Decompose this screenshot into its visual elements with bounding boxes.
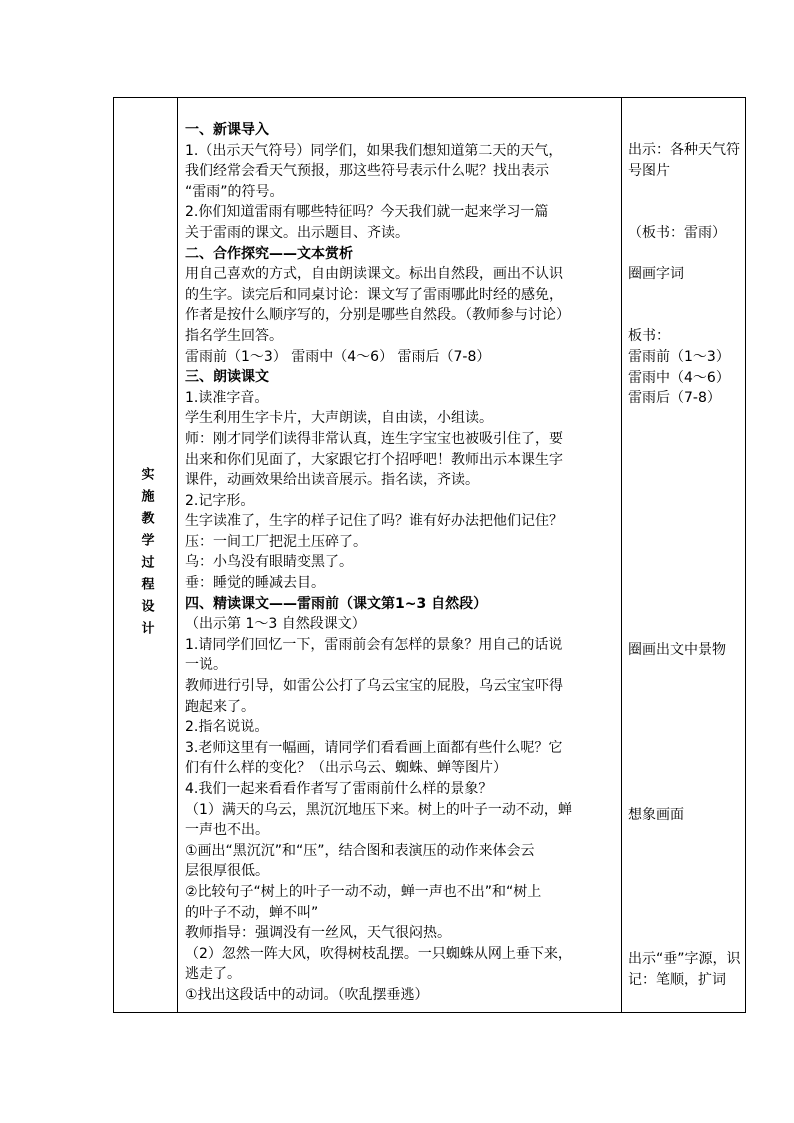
text-line: （1）满天的乌云，黑沉沉地压下来。树上的叶子一动不动，蝉 [185, 801, 572, 818]
text-line: ①画出“黑沉沉”和“压”，结合图和表演压的动作来体会云 [185, 842, 535, 859]
note-circle-scenery: 圈画出文中景物 [628, 642, 726, 658]
text-line: 垂：睡觉的睡减去目。 [185, 575, 325, 592]
column-divider-right [621, 98, 622, 1012]
text-line: 压：一间工厂把泥土压碎了。 [185, 533, 367, 550]
lesson-plan-table [113, 97, 746, 1013]
text-line: 4.我们一起来看看作者写了雷雨前什么样的景象？ [185, 781, 493, 797]
text-line: 一说。 [185, 657, 227, 674]
text-line: 的叶子不动，蝉不叫” [185, 904, 319, 921]
note-board-writing-sections: 雷雨前（1～3）雷雨中（4～6）雷雨后（7-8） [628, 349, 730, 407]
text-line: “雷雨”的符号。 [185, 183, 284, 200]
text-line: 1.读准字音。 [185, 389, 269, 406]
text-line: 教师进行引导，如雷公公打了乌云宝宝的屁股，乌云宝宝吓得 [185, 678, 563, 695]
text-line: 2.记字形。 [185, 492, 255, 509]
heading-cooperative-inquiry: 二、合作探究——文本赏析 [185, 245, 353, 262]
text-line: 我们经常会看天气预报，那这些符号表示什么呢？找出表示 [185, 163, 549, 180]
text-line: 2.指名说说。 [185, 719, 269, 736]
text-line: 指名学生回答。 [185, 327, 283, 344]
text-line: 层很厚很低。 [185, 863, 269, 880]
text-line: （2）忽然一阵大风，吹得树枝乱摆。一只蜘蛛从网上垂下来， [185, 945, 572, 962]
text-line: 2.你们知道雷雨有哪些特征吗？今天我们就一起来学习一篇 [185, 204, 549, 221]
text-line: 课件，动画效果给出读音展示。指名读，齐读。 [185, 472, 479, 489]
text-line: ①找出这段话中的动词。（吹乱摆垂逃） [185, 986, 429, 1003]
text-line: 的生字。读完后和同桌讨论：课文写了雷雨哪此时经的感免， [185, 286, 563, 303]
note-board-writing-label: 板书： [628, 328, 670, 344]
text-line: 出来和你们见面了，大家跟它打个招呼吧！教师出示本课生字 [185, 451, 563, 468]
text-line: 教师指导：强调没有一丝风，天气很闷热。 [185, 925, 451, 942]
text-line: 们有什么样的变化？（出示乌云、蜘蛛、蝉等图片） [185, 760, 507, 777]
text-line: 乌：小鸟没有眼睛变黑了。 [185, 554, 353, 571]
note-board-writing-title: （板书：雷雨） [628, 225, 726, 241]
column-divider-left [177, 98, 178, 1012]
text-line: 3.老师这里有一幅画，请同学们看看画上面都有些什么呢？它 [185, 739, 563, 756]
text-line: 逃走了。 [185, 966, 241, 983]
text-line: 生字读准了，生字的样子记住了吗？谁有好办法把他们记住？ [185, 513, 563, 530]
text-line: 师：刚才同学们读得非常认真，连生字宝宝也被吸引住了，要 [185, 430, 563, 447]
text-line: 关于雷雨的课文。出示题目、齐读。 [185, 224, 409, 241]
text-line: ②比较句子“树上的叶子一动不动，蝉一声也不出”和“树上 [185, 883, 542, 900]
section-label: 实施教学过程设计 [138, 467, 154, 643]
note-imagine-picture: 想象画面 [628, 807, 684, 823]
text-line: 学生利用生字卡片，大声朗读，自由读，小组读。 [185, 410, 493, 427]
note-weather-symbols: 出示：各种天气符号图片 [628, 142, 740, 179]
text-line: （出示第 1～3 自然段课文） [185, 616, 366, 633]
text-line: 用自己喜欢的方式，自由朗读课文。标出自然段，画出不认识 [185, 266, 563, 283]
text-line: 作者是按什么顺序写的，分别是哪些自然段。（教师参与讨论） [185, 307, 570, 324]
text-line: 1.请同学们回忆一下，雷雨前会有怎样的景象？用自己的话说 [185, 636, 563, 653]
teaching-process-column [185, 120, 615, 1006]
note-character-origin: 出示“垂”字源，识记：笔顺，扩词 [628, 951, 741, 988]
note-circle-words: 圈画字词 [628, 266, 684, 282]
text-line: 跑起来了。 [185, 698, 255, 715]
heading-read-aloud: 三、朗读课文 [185, 369, 269, 386]
text-line: 1.（出示天气符号）同学们，如果我们想知道第二天的天气， [185, 142, 563, 159]
heading-new-lesson-intro: 一、新课导入 [185, 122, 269, 138]
text-line: 雷雨前（1～3） 雷雨中（4～6） 雷雨后（7-8） [185, 348, 491, 365]
heading-close-reading: 四、精读课文——雷雨前（课文第1~3 自然段） [185, 595, 488, 612]
text-line: 一声也不出。 [185, 822, 269, 839]
section-label-cell [114, 98, 177, 1012]
